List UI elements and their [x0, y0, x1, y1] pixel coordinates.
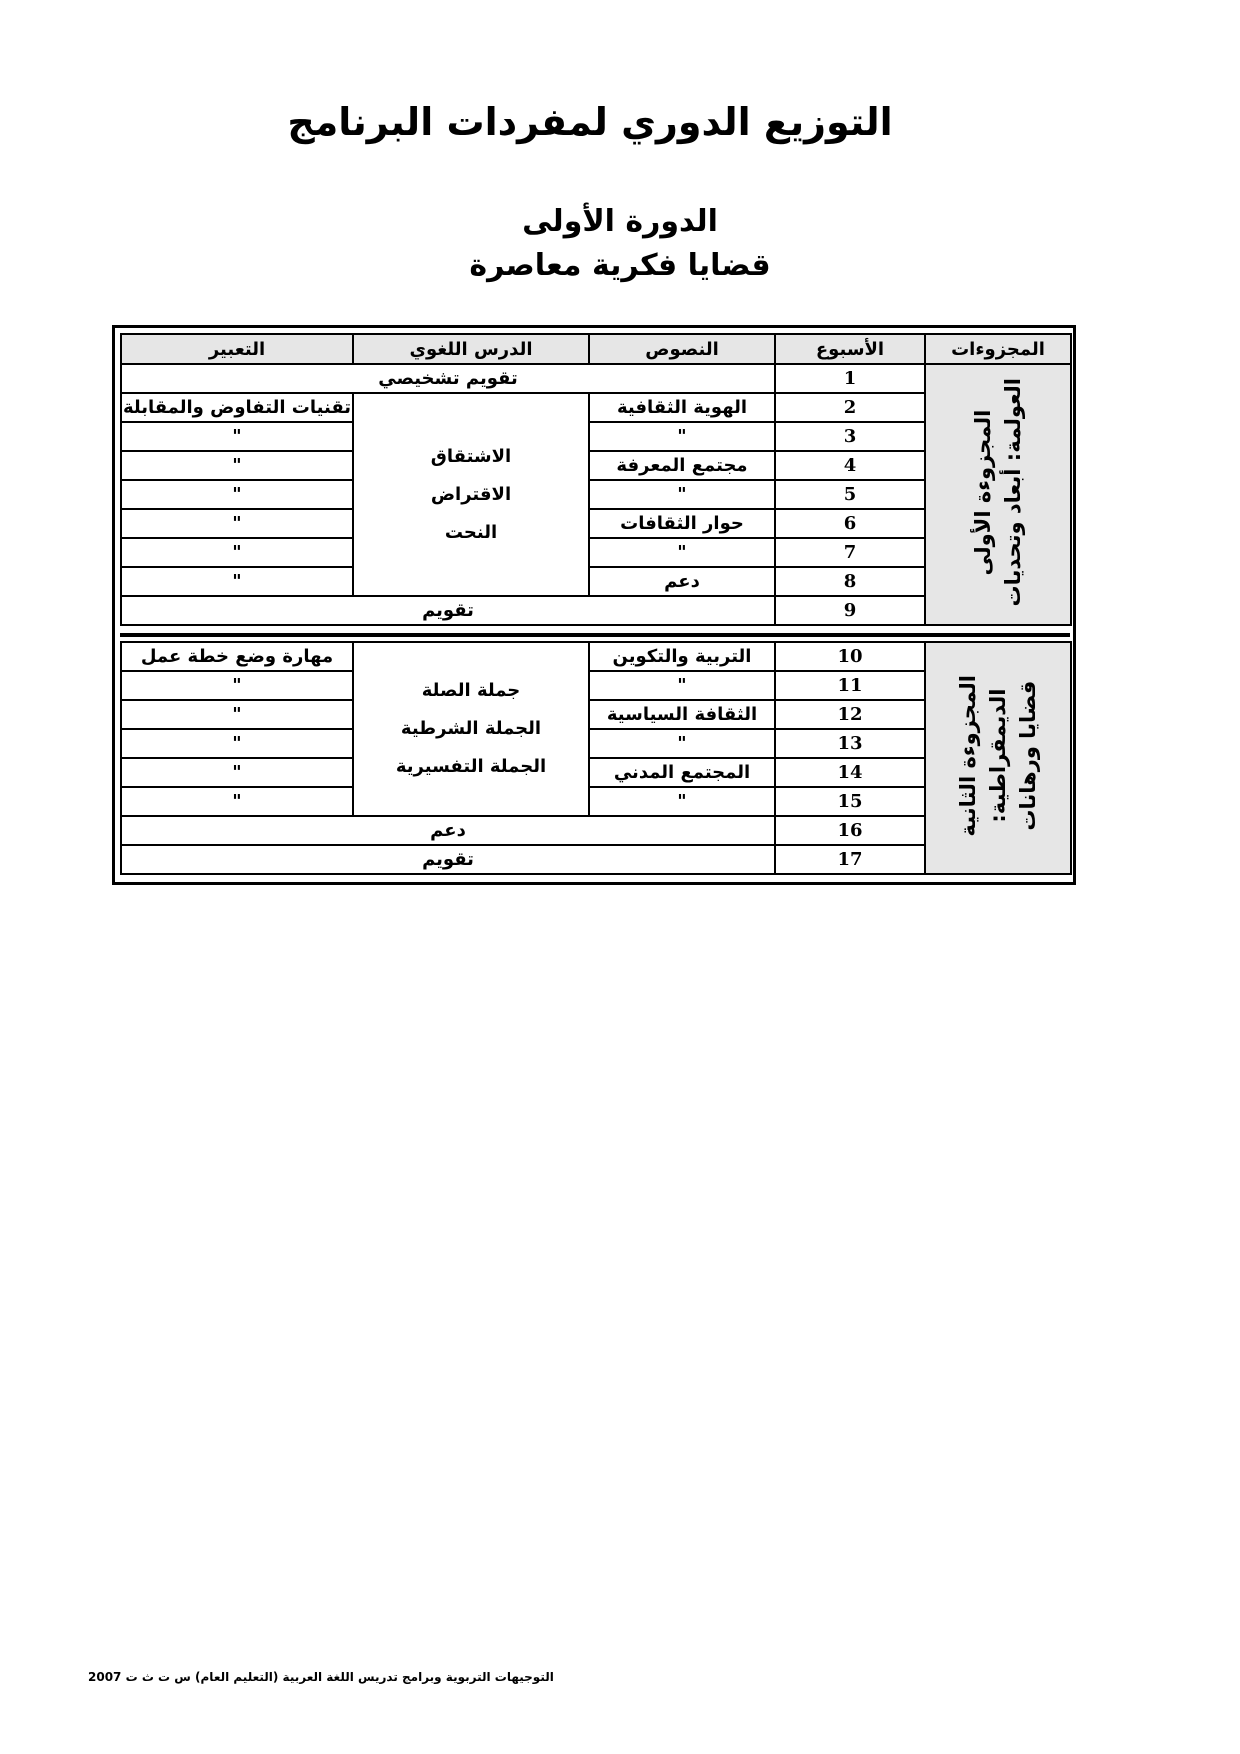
week-cell: 7 [775, 538, 925, 567]
expression-cell: " [121, 480, 353, 509]
text-cell: الثقافة السياسية [589, 700, 775, 729]
week-cell: 9 [775, 596, 925, 625]
expression-cell: " [121, 567, 353, 596]
header-texts: النصوص [589, 334, 775, 364]
expression-cell: " [121, 422, 353, 451]
expression-cell: تقنيات التفاوض والمقابلة [121, 393, 353, 422]
week-cell: 5 [775, 480, 925, 509]
week-cell: 3 [775, 422, 925, 451]
week-cell: 2 [775, 393, 925, 422]
week-cell: 6 [775, 509, 925, 538]
header-expression: التعبير [121, 334, 353, 364]
week-cell: 14 [775, 758, 925, 787]
text-cell: مجتمع المعرفة [589, 451, 775, 480]
expression-cell: " [121, 509, 353, 538]
expression-cell: " [121, 700, 353, 729]
table-header-row [121, 334, 1071, 364]
week-cell: 13 [775, 729, 925, 758]
week-cell: 17 [775, 845, 925, 874]
text-cell: " [589, 480, 775, 509]
expression-cell: " [121, 787, 353, 816]
support-cell: دعم [121, 816, 775, 845]
diagnostic-assessment: تقويم تشخيصي [121, 364, 775, 393]
week-cell: 8 [775, 567, 925, 596]
text-cell: " [589, 422, 775, 451]
header-week: الأسبوع [775, 334, 925, 364]
module-divider [120, 633, 1070, 637]
text-cell: " [589, 787, 775, 816]
expression-cell: " [121, 758, 353, 787]
schedule-table-module-1 [120, 333, 1072, 626]
module-1-label: المجزوءة الأولى العولمة: أبعاد وتحديات [925, 364, 1071, 625]
header-language-lesson: الدرس اللغوي [353, 334, 589, 364]
expression-cell: " [121, 538, 353, 567]
expression-cell: " [121, 671, 353, 700]
text-cell: الهوية الثقافية [589, 393, 775, 422]
header-modules: المجزوءات [925, 334, 1071, 364]
module-2-label: المجزوءة الثانية الديمقراطية: قضايا ورهانات [925, 642, 1071, 874]
page-title: التوزيع الدوري لمفردات البرنامج [287, 100, 893, 144]
language-lesson-cell: جملة الصلة الجملة الشرطية الجملة التفسيرية [353, 642, 589, 816]
expression-cell: مهارة وضع خطة عمل [121, 642, 353, 671]
text-cell: " [589, 671, 775, 700]
week-cell: 15 [775, 787, 925, 816]
course-theme: قضايا فكرية معاصرة [469, 248, 771, 283]
week-cell: 11 [775, 671, 925, 700]
assessment-cell: تقويم [121, 596, 775, 625]
text-cell: التربية والتكوين [589, 642, 775, 671]
expression-cell: " [121, 451, 353, 480]
table-row [121, 364, 1071, 393]
week-cell: 16 [775, 816, 925, 845]
expression-cell: " [121, 729, 353, 758]
text-cell: المجتمع المدني [589, 758, 775, 787]
course-title: الدورة الأولى [522, 204, 718, 239]
text-cell: حوار الثقافات [589, 509, 775, 538]
text-cell: " [589, 729, 775, 758]
week-cell: 10 [775, 642, 925, 671]
text-cell: " [589, 538, 775, 567]
language-lesson-cell: الاشتقاق الاقتراض النحت [353, 393, 589, 596]
page-footer: التوجيهات التربوية وبرامج تدريس اللغة العربية (التعليم العام) س ت ث ت 2007 [88, 1670, 554, 1684]
text-cell: دعم [589, 567, 775, 596]
week-cell: 4 [775, 451, 925, 480]
week-cell: 12 [775, 700, 925, 729]
assessment-cell: تقويم [121, 845, 775, 874]
table-row [121, 642, 1071, 671]
schedule-table-module-2 [120, 641, 1072, 875]
week-cell: 1 [775, 364, 925, 393]
